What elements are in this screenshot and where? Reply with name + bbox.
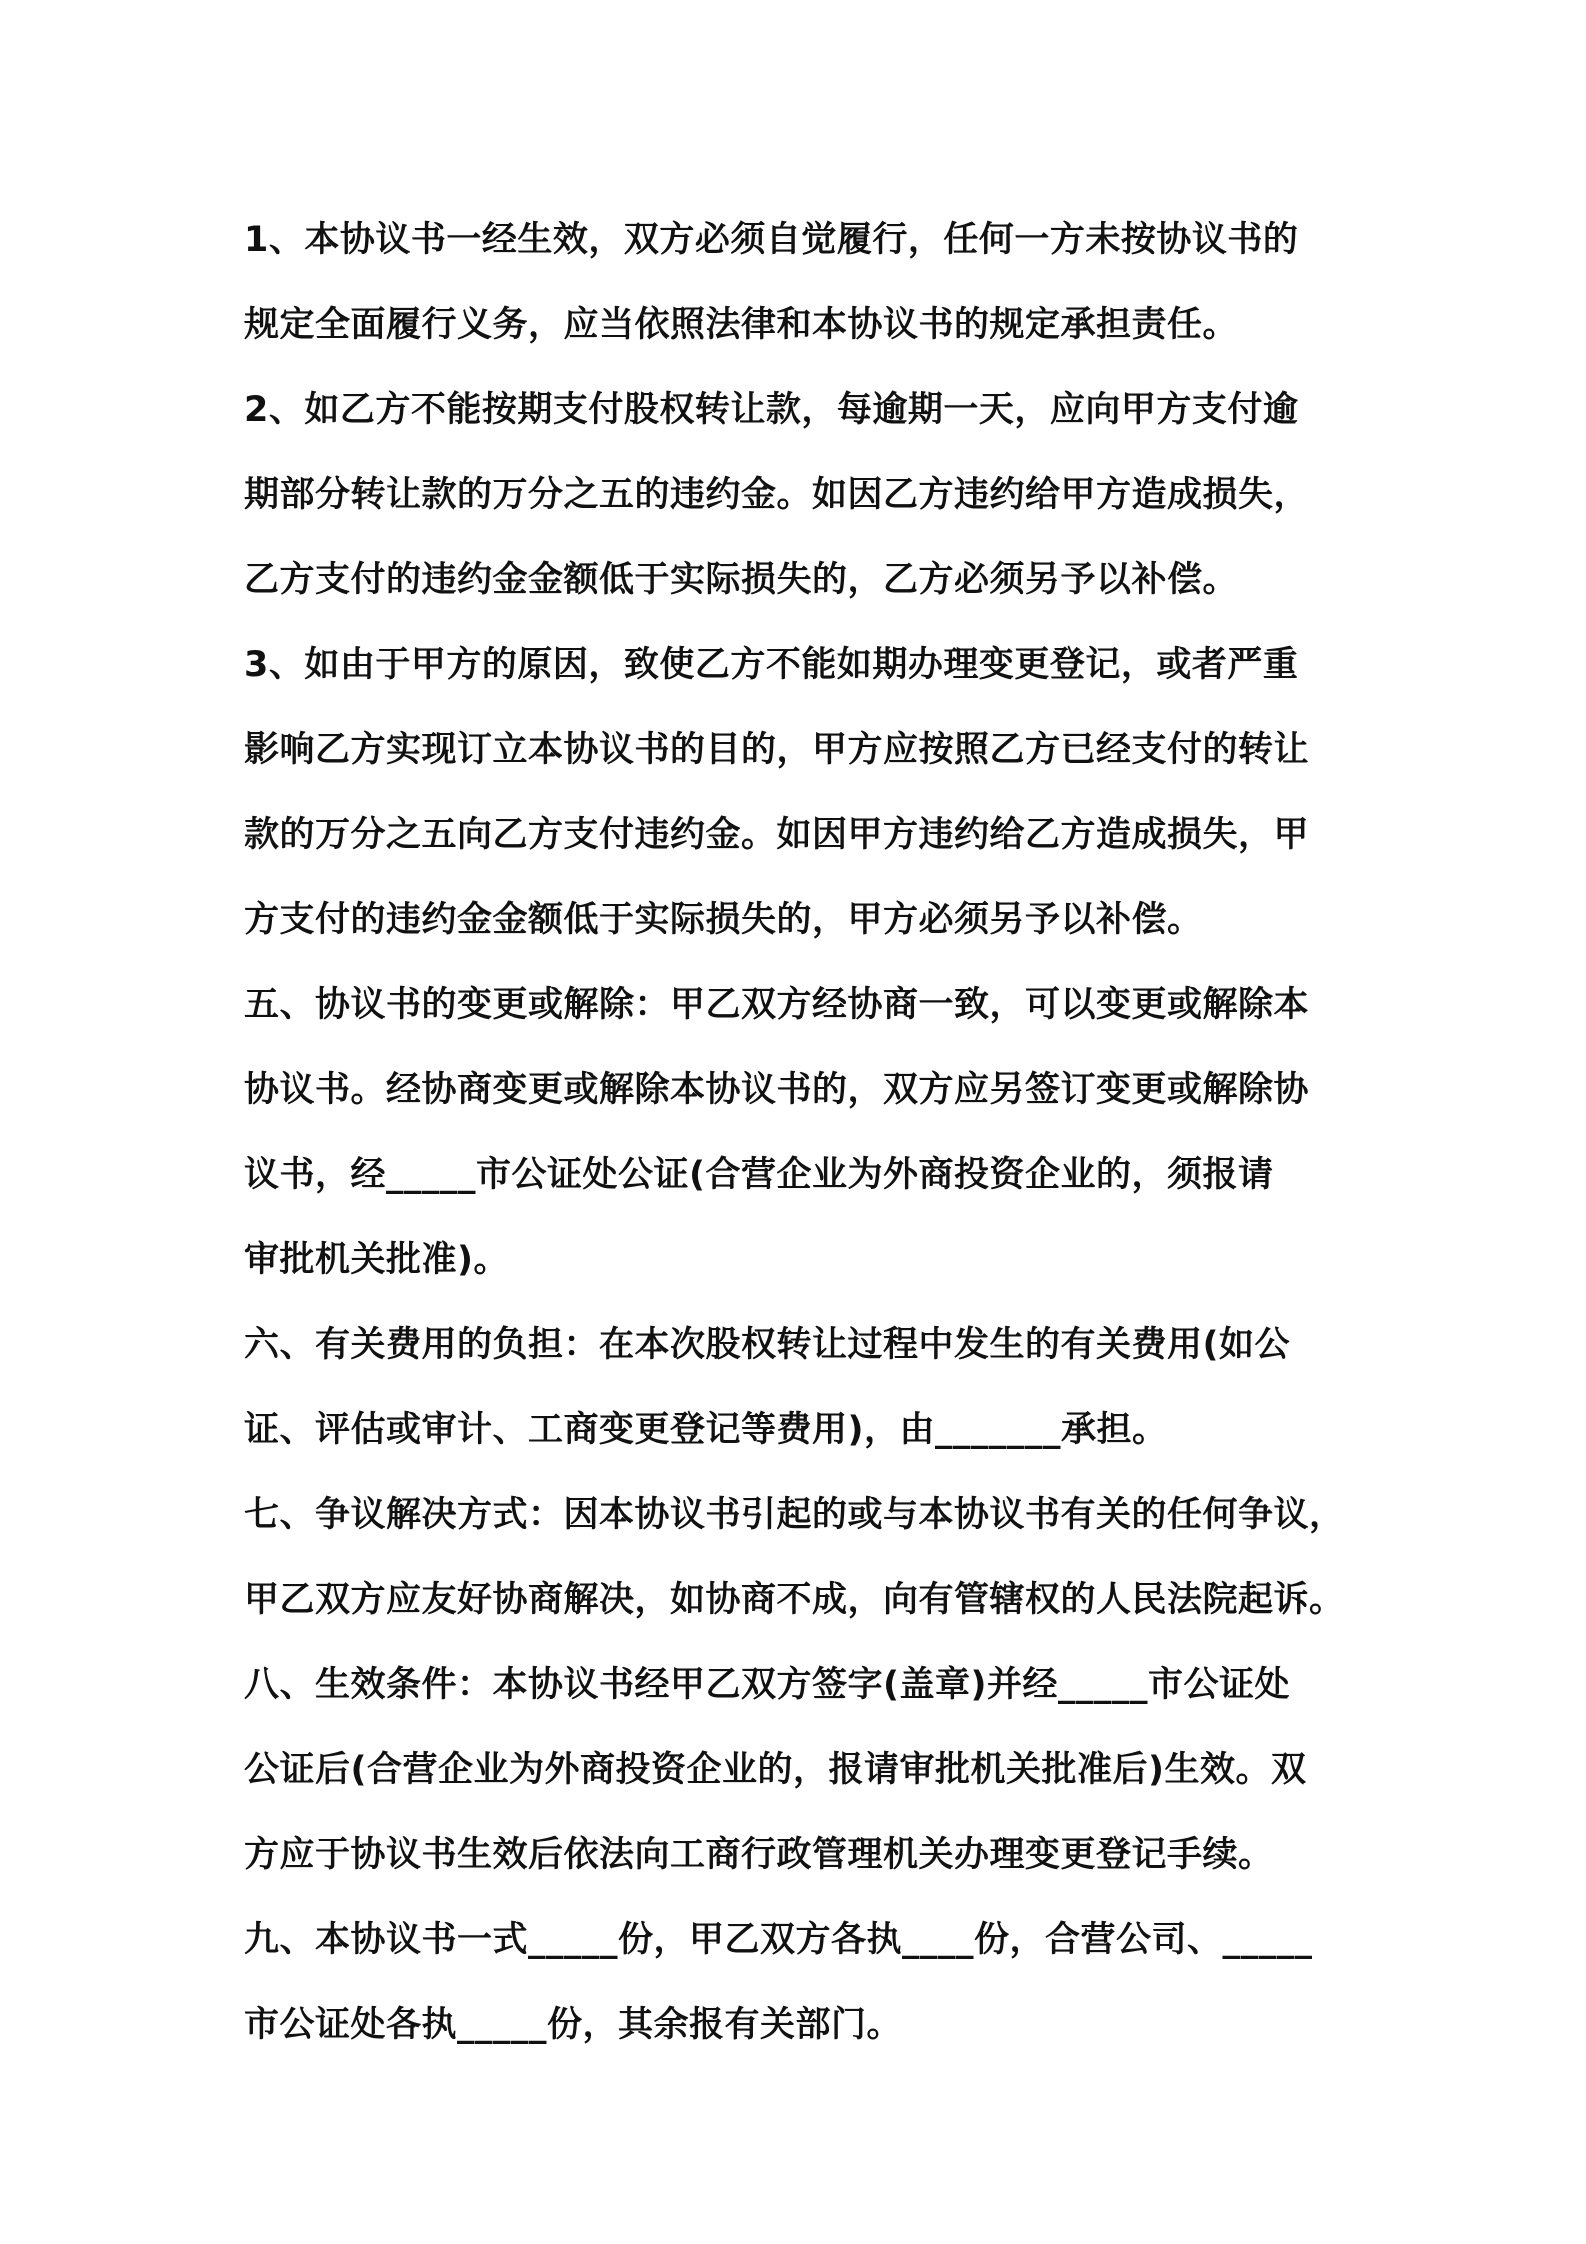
document-body — [244, 198, 1364, 2068]
text-line: 五、协议书的变更或解除：甲乙双方经协商一致，可以变更或解除本 — [244, 985, 1310, 1025]
text-line: 七、争议解决方式：因本协议书引起的或与本协议书有关的任何争议， — [244, 1495, 1345, 1535]
text-line: 公证后(合营企业为外商投资企业的，报请审批机关批准后)生效。双 — [244, 1750, 1307, 1790]
text-line: 证、评估或审计、工商变更登记等费用)，由_______承担。 — [244, 1410, 1168, 1450]
text-line: 八、生效条件：本协议书经甲乙双方签字(盖章)并经_____市公证处 — [244, 1665, 1290, 1705]
text-line: 九、本协议书一式_____份，甲乙双方各执____份，合营公司、_____ — [244, 1920, 1313, 1960]
text-line: 乙方支付的违约金金额低于实际损失的，乙方必须另予以补偿。 — [244, 560, 1239, 600]
text-line: 影响乙方实现订立本协议书的目的，甲方应按照乙方已经支付的转让 — [244, 730, 1310, 770]
text-line: 1、本协议书一经生效，双方必须自觉履行，任何一方未按协议书的 — [244, 220, 1299, 260]
text-line: 期部分转让款的万分之五的违约金。如因乙方违约给甲方造成损失， — [244, 475, 1310, 515]
text-line: 方支付的违约金金额低于实际损失的，甲方必须另予以补偿。 — [244, 900, 1203, 940]
text-line: 六、有关费用的负担：在本次股权转让过程中发生的有关费用(如公 — [244, 1325, 1290, 1365]
text-line: 甲乙双方应友好协商解决，如协商不成，向有管辖权的人民法院起诉。 — [244, 1580, 1345, 1620]
text-line: 3、如由于甲方的原因，致使乙方不能如期办理变更登记，或者严重 — [244, 645, 1299, 685]
text-line: 市公证处各执_____份，其余报有关部门。 — [244, 2005, 903, 2045]
text-line: 协议书。经协商变更或解除本协议书的，双方应另签订变更或解除协 — [244, 1070, 1310, 1110]
text-line: 议书，经_____市公证处公证(合营企业为外商投资企业的，须报请 — [244, 1155, 1274, 1195]
text-line: 方应于协议书生效后依法向工商行政管理机关办理变更登记手续。 — [244, 1835, 1274, 1875]
text-line: 审批机关批准)。 — [244, 1240, 509, 1280]
text-line: 款的万分之五向乙方支付违约金。如因甲方违约给乙方造成损失，甲 — [244, 815, 1310, 855]
text-line: 2、如乙方不能按期支付股权转让款，每逾期一天，应向甲方支付逾 — [244, 390, 1299, 430]
text-line: 规定全面履行义务，应当依照法律和本协议书的规定承担责任。 — [244, 305, 1239, 345]
